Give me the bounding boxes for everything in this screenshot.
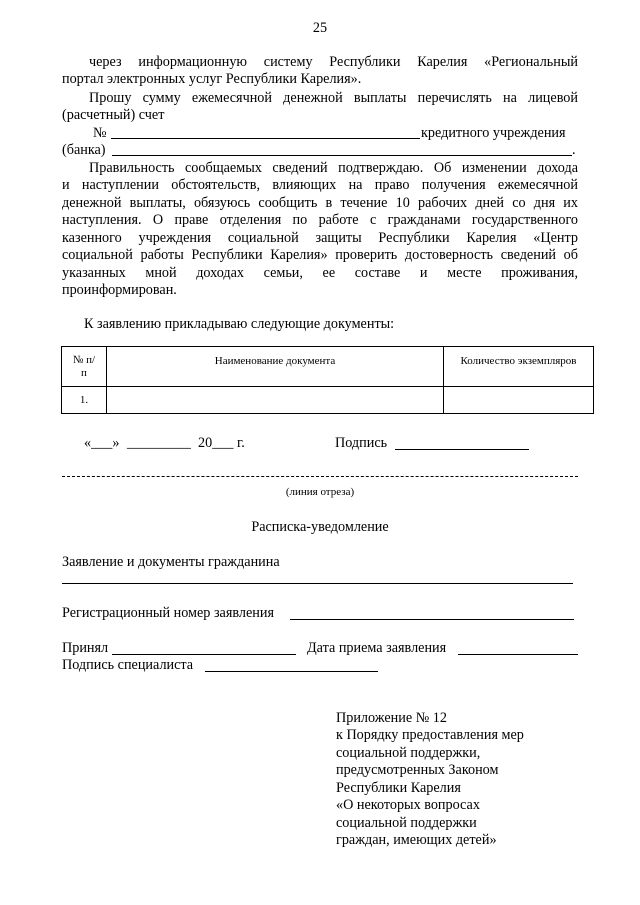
appendix-line: граждан, имеющих детей» — [336, 832, 497, 848]
applicant-docs-field[interactable] — [62, 583, 573, 584]
registration-number-field[interactable] — [290, 619, 574, 620]
appendix-line: социальной поддержки, — [336, 745, 481, 761]
date-day[interactable]: «___» — [84, 435, 120, 451]
credit-institution-label: кредитного учреждения — [421, 125, 566, 141]
bank-line-end: . — [572, 142, 576, 158]
para3-line: проинформирован. — [62, 282, 177, 298]
para2-line1: Прошу сумму ежемесячной денежной выплаты перечислять на лицевой — [89, 90, 578, 106]
appendix-line: Республики Карелия — [336, 780, 461, 796]
acceptance-date-field[interactable] — [458, 654, 578, 655]
applicant-docs-label: Заявление и документы гражданина — [62, 554, 280, 570]
row-number: 1. — [62, 387, 107, 414]
signature-field[interactable] — [395, 449, 529, 450]
cut-line — [62, 476, 578, 477]
para3-line: указанных мной доходах семьи, ее составе и месте проживания, — [62, 265, 578, 281]
para3-line: Правильность сообщаемых сведений подтверждаю. Об изменении дохода — [89, 160, 578, 176]
bank-label: (банка) — [62, 142, 106, 158]
accepted-by-field[interactable] — [112, 654, 296, 655]
cut-line-label: (линия отреза) — [285, 486, 355, 498]
para3-line: казенного учреждения социальной защиты Республики Карелия «Центр — [62, 230, 578, 246]
table-row — [62, 387, 594, 414]
date-month[interactable]: _________ — [127, 435, 191, 451]
appendix-line: социальной поддержки — [336, 815, 477, 831]
bank-name-field[interactable] — [112, 155, 572, 156]
page-number: 25 — [312, 20, 328, 36]
appendix-line: к Порядку предоставления мер — [336, 727, 524, 743]
appendix-line: Приложение № 12 — [336, 710, 447, 726]
specialist-signature-label: Подпись специалиста — [62, 657, 194, 673]
para3-line: денежной выплаты, обязуюсь сообщить в течение 10 рабочих дней со дня их — [62, 195, 578, 211]
para2-line2: (расчетный) счет — [62, 107, 165, 123]
header-number — [62, 347, 107, 387]
para3-line: наступления. О праве отделения по работе с гражданами государственного — [62, 212, 578, 228]
header-number-text: № п/п — [72, 353, 96, 379]
appendix-line: «О некоторых вопросах — [336, 797, 480, 813]
table-header-row — [62, 347, 594, 387]
signature-label: Подпись — [335, 435, 388, 451]
account-number-field[interactable] — [111, 138, 420, 139]
para3-line: и наступлении обстоятельств, влияющих на право получения ежемесячной — [62, 177, 578, 193]
accepted-label: Принял — [62, 640, 109, 656]
registration-number-label: Регистрационный номер заявления — [62, 605, 274, 621]
receipt-title: Расписка-уведомление — [251, 519, 389, 535]
row-copies[interactable] — [444, 387, 594, 414]
appendix-line: предусмотренных Законом — [336, 762, 499, 778]
row-document-name[interactable] — [107, 387, 444, 414]
account-no-label: № — [93, 125, 107, 141]
header-document-name: Наименование документа — [107, 347, 444, 387]
date-year[interactable]: 20___ г. — [198, 435, 245, 451]
acceptance-date-label: Дата приема заявления — [307, 640, 447, 656]
para1-line2: портал электронных услуг Республики Карелия». — [62, 71, 362, 87]
para1-line1: через информационную систему Республики Карелия «Региональный — [89, 54, 578, 70]
attachments-intro: К заявлению прикладываю следующие документы: — [84, 316, 395, 332]
documents-table — [61, 346, 594, 414]
header-copies: Количество экземпляров — [444, 347, 594, 387]
specialist-signature-field[interactable] — [205, 671, 378, 672]
para3-line: социальной работы Республики Карелия» проверить достоверность сведений об — [62, 247, 578, 263]
